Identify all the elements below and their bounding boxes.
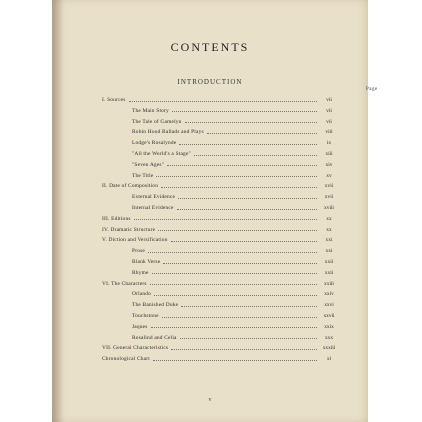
toc-entry-page: xxvi <box>324 302 334 309</box>
toc-entry-label: I. Sources <box>102 97 126 103</box>
toc-entry-page: xviii <box>324 205 334 211</box>
dot-leader <box>162 316 317 318</box>
toc-entry-page: xxii <box>324 269 334 276</box>
dot-leader <box>171 240 317 242</box>
toc-entry-label: The Banished Duke <box>132 302 179 309</box>
toc-entry <box>102 96 332 105</box>
introduction-heading: INTRODUCTION <box>177 78 243 86</box>
toc-entry-label: Touchstone <box>132 313 159 319</box>
toc-entry-label: "Seven Ages" <box>132 161 165 168</box>
toc-entry-page: viii <box>325 129 333 136</box>
dot-leader <box>207 132 317 134</box>
page-column-label: Page <box>366 87 378 92</box>
toc-entry-label: Internal Evidence <box>132 205 174 211</box>
toc-entry <box>132 150 333 159</box>
toc-entry-label: IV. Dramatic Structure <box>102 226 156 233</box>
dot-leader <box>153 359 317 361</box>
toc-entry-page: xxix <box>324 323 334 330</box>
toc-entry-label: The Tale of Gamelyn <box>132 118 182 125</box>
page-number: v <box>208 397 212 403</box>
toc-entry-page: ix <box>326 140 332 147</box>
toc-entry <box>132 204 334 213</box>
toc-entry-page: xxxiii <box>322 345 336 352</box>
toc-entry <box>132 161 333 170</box>
toc-entry <box>102 344 336 353</box>
toc-entry <box>132 118 332 127</box>
toc-entry-label: V. Diction and Versification <box>102 237 168 244</box>
toc-entry <box>132 269 334 278</box>
dot-leader <box>185 121 317 123</box>
toc-entry-page: xxiv <box>324 291 334 298</box>
toc-entry-label: Prose <box>132 248 145 255</box>
toc-entry-page: vii <box>326 107 332 114</box>
toc-entry-page: xiii <box>325 151 333 157</box>
dot-leader <box>163 262 317 264</box>
toc-entry-label: II. Date of Composition <box>102 183 159 190</box>
toc-entry <box>102 182 334 191</box>
dot-leader <box>178 197 317 199</box>
toc-entry <box>132 107 332 116</box>
toc-entry-label: Lodge's Rosalynde <box>132 140 177 147</box>
dot-leader <box>179 143 317 145</box>
dot-leader <box>167 164 317 166</box>
toc-entry-page: xiv <box>325 161 333 168</box>
toc-entry <box>102 280 334 289</box>
dot-leader <box>194 154 317 156</box>
dot-leader <box>151 326 317 328</box>
toc-entry <box>132 172 332 181</box>
dot-leader <box>161 186 317 188</box>
toc-entry <box>132 247 333 256</box>
toc-entry-label: Jaques <box>132 323 148 330</box>
toc-entry-page: xxx <box>324 334 334 341</box>
dot-leader <box>172 110 317 112</box>
toc-entry-label: III. Editions <box>102 215 131 222</box>
dot-leader <box>156 175 317 177</box>
toc-entry-label: Orlando <box>132 291 152 298</box>
toc-entry <box>132 301 334 310</box>
dot-leader <box>158 229 317 231</box>
toc-entry <box>132 258 334 267</box>
toc-entry <box>132 334 334 343</box>
dot-leader <box>177 208 317 210</box>
toc-entry-page: vii <box>326 97 332 103</box>
toc-entry <box>132 128 333 137</box>
dot-leader <box>171 348 317 350</box>
dot-leader <box>129 100 317 102</box>
dot-leader <box>148 251 317 253</box>
toc-entry <box>102 355 332 364</box>
toc-entry-page: xx <box>326 215 332 222</box>
toc-entry <box>132 323 334 332</box>
toc-entry-page: xxvii <box>323 313 335 319</box>
book-page <box>52 0 378 422</box>
book-gutter-shadow <box>52 0 64 422</box>
toc-entry <box>132 290 334 299</box>
toc-entry-label: External Evidence <box>132 194 176 201</box>
toc-entry-page: xx <box>326 226 332 233</box>
toc-entry <box>102 236 333 245</box>
dot-leader <box>154 294 317 296</box>
toc-entry <box>102 226 332 235</box>
toc-entry-label: Chronological Chart <box>102 356 150 363</box>
dot-leader <box>150 283 317 285</box>
toc-entry-label: VII. General Characteristics <box>102 345 169 352</box>
toc-entry-label: VI. The Characters <box>102 280 147 287</box>
toc-entry-page: xv <box>326 172 332 179</box>
toc-entry-label: The Main Story <box>132 107 169 114</box>
toc-entry <box>132 193 334 202</box>
toc-entry <box>132 312 335 321</box>
toc-entry-label: "All the World's a Stage" <box>132 151 191 157</box>
toc-entry-page: xxi <box>325 237 333 244</box>
contents-heading: CONTENTS <box>170 40 250 54</box>
toc-entry-label: Rosalind and Celia <box>132 334 177 341</box>
toc-entry <box>132 139 332 148</box>
toc-entry-page: xvii <box>324 194 334 201</box>
dot-leader <box>180 337 317 339</box>
toc-entry-page: xxi <box>325 248 333 255</box>
dot-leader <box>181 305 317 307</box>
dot-leader <box>134 218 317 220</box>
toc-entry-label: Blank Verse <box>132 259 161 265</box>
dot-leader <box>152 272 317 274</box>
toc-entry-page: xl <box>326 356 332 363</box>
toc-entry-label: The Title <box>132 172 154 179</box>
toc-entry-label: Robin Hood Ballads and Plays <box>132 129 204 136</box>
toc-entry <box>102 215 332 224</box>
toc-entry-page: vii <box>326 118 332 125</box>
toc-entry-page: xxiii <box>324 280 334 287</box>
toc-entry-label: Rhyme <box>132 269 149 276</box>
toc-entry-page: xvii <box>324 183 334 190</box>
toc-entry-page: xxii <box>324 259 334 265</box>
